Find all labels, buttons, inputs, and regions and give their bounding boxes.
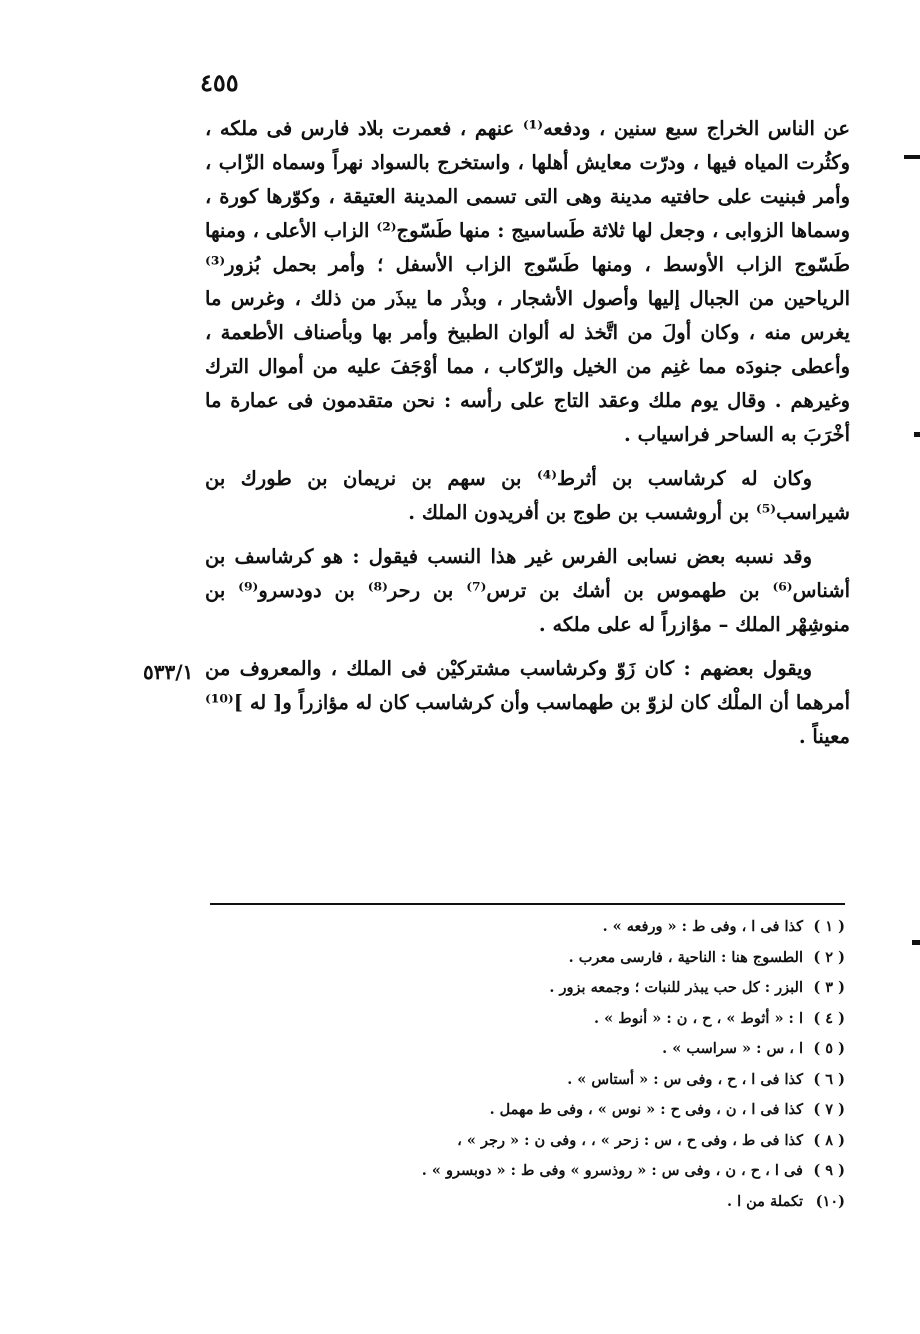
footnote-text: البزر : كل حب يبذر للنبات ؛ وجمعه بزور .: [549, 979, 803, 996]
footnote: [260, 1004, 845, 1035]
scan-mark: [914, 432, 920, 437]
footnote: [260, 1126, 845, 1157]
footnote-text: كذا فى ط ، وفى ح ، س : زحر » ، ، وفى ن : « رجر » ،: [457, 1131, 803, 1149]
footnote: [260, 1187, 845, 1218]
footnote-number: ( ٨ ): [813, 1131, 845, 1149]
footnote-text: فى ا ، ح ، ن ، وفى س : « روذسرو » وفى ط : « دوبسرو » .: [421, 1162, 803, 1179]
footnote-number: ( ٩ ): [813, 1162, 845, 1179]
footnote: [260, 1156, 845, 1187]
footnote: [260, 1034, 845, 1065]
paragraph-4: ويقول بعضهم : كان زَوّ وكرشاسب مشتركيْن فى الملك ، والمعروف من أمرهما أن الملْك كان لزوّ بن طهماسب وأن كرشاسب كان له مؤازراً و[ له ]⁽¹⁰⁾ معيناً .: [205, 657, 850, 748]
footnote-text: كذا فى ا ، وفى ط : « ورفعه » .: [602, 918, 803, 935]
scan-mark: [904, 155, 920, 159]
footnote: [260, 1095, 845, 1126]
footnote-text: ا : « أثوط » ، ح ، ن : « أنوط » .: [594, 1009, 803, 1027]
paragraph-3: وقد نسبه بعض نسابى الفرس غير هذا النسب فيقول : هو كرشاسف بن أشناس⁽⁶⁾ بن طهموس بن أشك بن ترس⁽⁷⁾ بن رحر⁽⁸⁾ بن دودسرو⁽⁹⁾ بن منوشِهْر الملك – مؤازراً له على ملكه .: [205, 545, 850, 636]
page-number: ٤٥٥: [200, 68, 239, 97]
footnote-number: ( ٧ ): [813, 1101, 845, 1118]
footnote-number: ( ٥ ): [813, 1040, 845, 1057]
footnote: [260, 973, 845, 1004]
paragraph-2: وكان له كرشاسب بن أثرط⁽⁴⁾ بن سهم بن نريمان بن طورك بن شيراسب⁽⁵⁾ بن أروشسب بن طوج بن أفريدون الملك .: [205, 467, 850, 524]
footnote-number: ( ٣ ): [813, 979, 845, 996]
scan-mark: [912, 940, 920, 945]
footnote-number: (١٠): [815, 1192, 845, 1210]
footnote: [260, 1065, 845, 1096]
footnote-divider: [210, 903, 845, 905]
footnote-text: كذا فى ا ، ح ، وفى س : « أستاس » .: [567, 1070, 803, 1088]
footnote-number: ( ٤ ): [813, 1009, 845, 1027]
footnote-text: كذا فى ا ، ن ، وفى ح : « نوس » ، وفى ط مهمل .: [489, 1101, 803, 1118]
footnote-text: تكملة من ا .: [726, 1192, 803, 1210]
margin-reference: ٥٣٣/١: [143, 660, 194, 684]
footnote: [260, 912, 845, 943]
footnote-number: ( ٦ ): [813, 1070, 845, 1088]
footnote-text: ا ، س : « سراسب » .: [662, 1040, 803, 1057]
footnote-text: الطسوج هنا : الناحية ، فارسى معرب .: [568, 948, 803, 966]
main-text: [205, 112, 850, 754]
footnote: [260, 943, 845, 974]
footnote-number: ( ١ ): [813, 918, 845, 935]
footnotes: [260, 912, 845, 1217]
paragraph-1: عن الناس الخراج سبع سنين ، ودفعه⁽¹⁾ عنهم ، فعمرت بلاد فارس فى ملكه ، وكثُرت المياه فيها ، ودرّت معايش أهلها ، واستخرج بالسواد نهراً وسماه الزّاب ، وأمر فبنيت على حافتيه مدينة وهى التى تسمى المدينة العتيقة ، وكوّرها كورة ، وسماها الزوابى ، وجعل لها ثلاثة طَساسيج : منها طَسّوج⁽²⁾ الزاب الأعلى ، ومنها طَسّوج الزاب الأوسط ، ومنها طَسّوج الزاب الأسفل ؛ وأمر بحمل بُزور⁽³⁾ الرياحين من الجبال إليها وأصول الأشجار ، وبذْر ما يبذَر من ذلك ، وغرس ما يغرس منه ، وكان أولَ من اتَّخذ له ألوان الطبيخ وأمر بها وبأصناف الأطعمة ، وأعطى جنودَه مما غنِم من الخيل والرّكاب ، مما أوْجَفَ عليه من أموال الترك وغيرهم . وقال يوم ملك وعقد التاج على رأسه : نحن متقدمون فى عمارة ما أخْرَبَ به الساحر فراسياب .: [205, 117, 850, 446]
footnote-number: ( ٢ ): [813, 948, 845, 966]
